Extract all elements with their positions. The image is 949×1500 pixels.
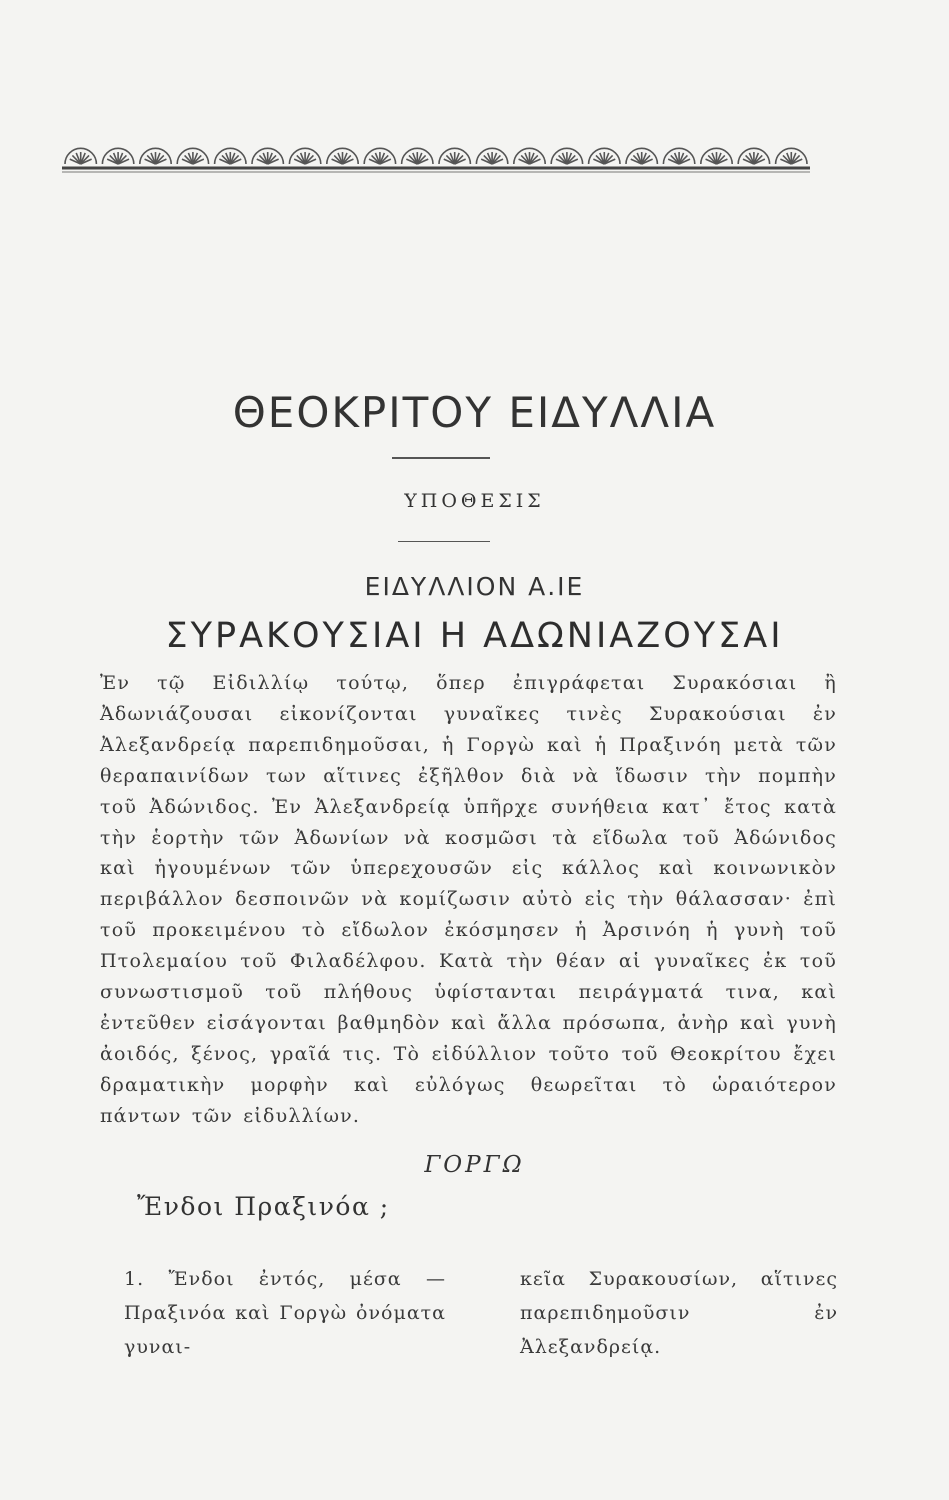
ornamental-border <box>62 122 810 174</box>
footnotes <box>124 1262 838 1364</box>
footnote-left: 1. Ἔνδοι ἐντός, μέσα — Πραξινόα καὶ Γοργὼ ὀνόματα γυναι- <box>124 1268 446 1358</box>
idyll-number: ΕΙΔΥΛΛΙΟΝ Α.ΙΕ <box>364 572 585 601</box>
paragraph-text: Ἐν τῷ Εἰδιλλίῳ τούτῳ, ὅπερ ἐπιγράφεται Συρακόσιαι ἢ Ἀδωνιάζουσαι εἰκονίζονται γυναῖκες τινὲς Συρακούσιαι ἐν Ἀλεξανδρείᾳ παρεπιδημοῦσαι, ἡ Γοργὼ καὶ ἡ Πραξινόη μετὰ τῶν θεραπαινίδων των αἵτινες ἐξῆλθον διὰ νὰ ἴδωσιν τὴν πομπὴν τοῦ Ἀδώνιδος. Ἐν Ἀλεξανδρείᾳ ὑπῆρχε συνήθεια κατ᾽ ἔτος κατὰ τὴν ἑορτὴν τῶν Ἀδωνίων νὰ κοσμῶσι τὰ εἴδωλα τοῦ Ἀδώνιδος καὶ ἡγουμένων τῶν ὑπερεχουσῶν εἰς κάλλος καὶ κοινωνικὸν περιβάλλον δεσποινῶν νὰ κομίζωσιν αὐτὸ εἰς τὴν θάλασσαν· ἐπὶ τοῦ προκειμένου τὸ εἴδωλον ἐκόσμησεν ἡ Ἀρσινόη ἡ γυνὴ τοῦ Πτολεμαίου τοῦ Φιλαδέλφου. Κατὰ τὴν θέαν αἱ γυναῖκες ἐκ τοῦ συνωστισμοῦ τοῦ πλήθους ὑφίστανται πειράγματά τινα, καὶ ἐντεῦθεν εἰσάγονται βαθμηδὸν καὶ ἄλλα πρόσωπα, ἀνὴρ καὶ γυνὴ ἀοιδός, ξένος, γραῖά τις. Τὸ εἰδύλλιον τοῦτο τοῦ Θεοκρίτου ἔχει δραματικὴν μορφὴν καὶ εὐλόγως θεωρεῖται τὸ ὡραιότερον πάντων τῶν εἰδυλλίων. <box>100 672 837 1127</box>
speaker-name: ΓΟΡΓΩ <box>424 1152 525 1178</box>
palmette-frieze-icon <box>62 122 810 174</box>
section-subtitle: ΥΠΟΘΕΣΙΣ <box>404 490 545 512</box>
dialogue-line: Ἔνδοι Πραξινόα ; <box>137 1192 390 1221</box>
subtitle-divider <box>398 541 490 542</box>
footnote-right: κεῖα Συρακουσίων, αἵτινες παρεπιδημοῦσιν ἐν Ἀλεξανδρείᾳ. <box>520 1268 838 1358</box>
idyll-title: ΣΥΡΑΚΟΥΣΙΑΙ Η ΑΔΩΝΙΑΖΟΥΣΑΙ <box>165 616 784 656</box>
title-divider <box>392 457 490 459</box>
book-title: ΘΕΟΚΡΙΤΟΥ ΕΙΔΥΛΛΙΑ <box>232 388 717 437</box>
argument-paragraph <box>100 668 837 1132</box>
